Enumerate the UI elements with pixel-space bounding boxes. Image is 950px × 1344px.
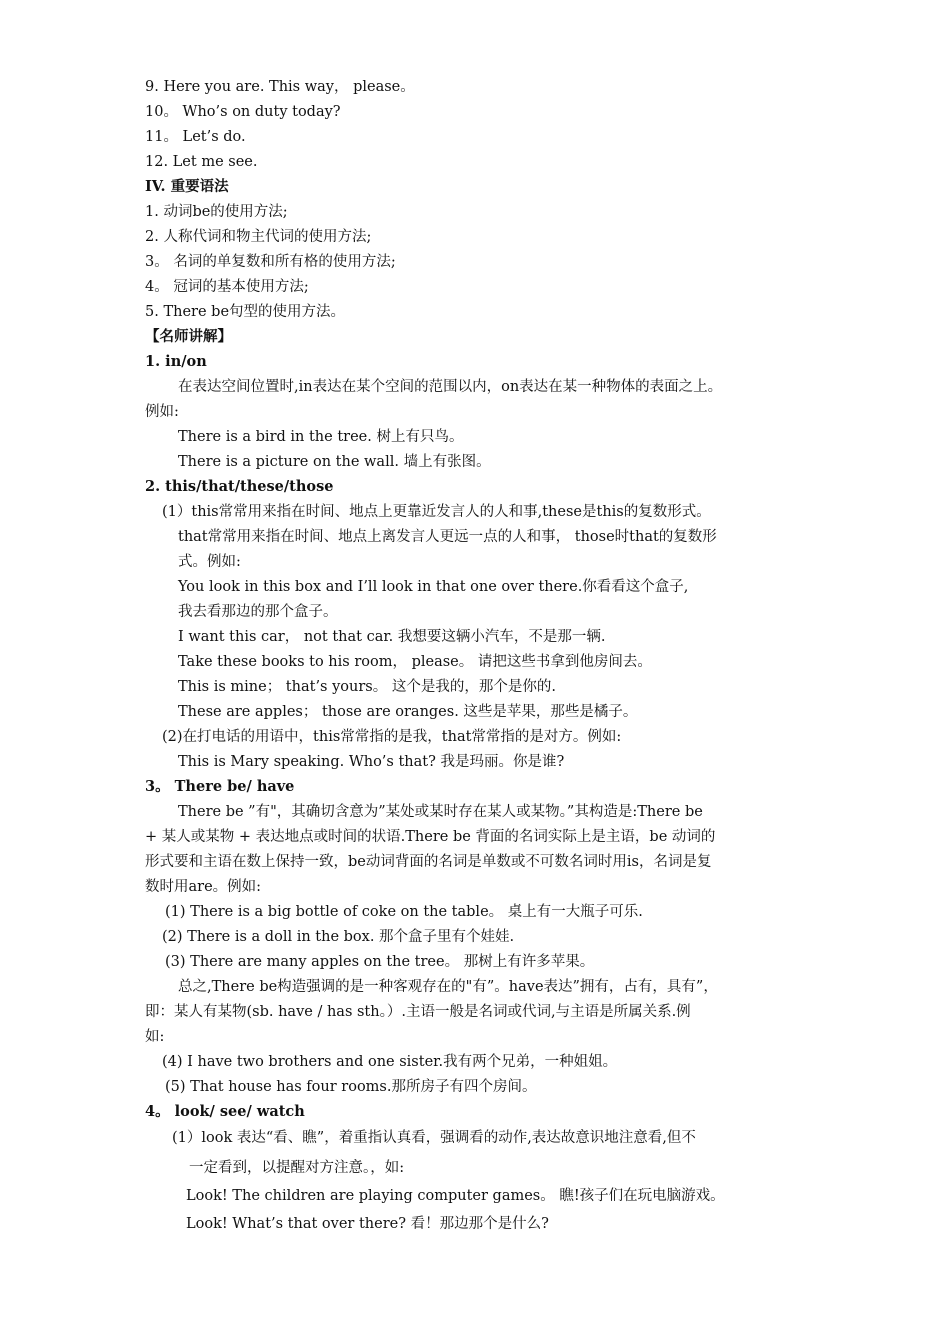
- paragraph-line: 总之,There be构造强调的是一种客观存在的"有”。have表达”拥有，占有，具有”，: [178, 979, 718, 995]
- example-line: (3) There are many apples on the tree。 那树上有许多苹果。: [165, 954, 595, 970]
- example-line: There is a picture on the wall. 墙上有张图。: [178, 454, 491, 470]
- paragraph-line: 如:: [145, 1029, 165, 1045]
- paragraph-line: (1）look 表达“看、瞧”，着重指认真看，强调看的动作,表达故意识地注意看,但不: [172, 1130, 696, 1146]
- paragraph-line: 形式要和主语在数上保持一致，be动词背面的名词是单数或不可数名词时用is，名词是复: [145, 854, 712, 870]
- paragraph-line: (2)在打电话的用语中，this常常指的是我，that常常指的是对方。例如:: [162, 729, 622, 745]
- list-item: 5. There be句型的使用方法。: [145, 304, 346, 320]
- topic-heading: 2. this/that/these/those: [145, 478, 334, 495]
- paragraph-line: 式。例如:: [178, 554, 241, 570]
- paragraph-line: 数时用are。例如:: [145, 879, 262, 895]
- text-line: 10。 Who’s on duty today?: [145, 104, 341, 120]
- example-line: This is mine； that’s yours。 这个是我的，那个是你的.: [178, 679, 556, 695]
- section-heading: 【名师讲解】: [145, 328, 232, 345]
- example-line: (2) There is a doll in the box. 那个盒子里有个娃娃.: [162, 929, 515, 945]
- list-item: 1. 动词be的使用方法;: [145, 204, 288, 220]
- list-item: 4。 冠词的基本使用方法;: [145, 279, 309, 295]
- example-line: (1) There is a big bottle of coke on the table。 桌上有一大瓶子可乐.: [165, 904, 643, 920]
- paragraph-line: (1）this常常用来指在时间、地点上更靠近发言人的人和事,these是this的复数形式。: [162, 504, 711, 520]
- example-line: Look! The children are playing computer games。 瞧!孩子们在玩电脑游戏。: [186, 1188, 725, 1204]
- topic-heading: 3。 There be/ have: [145, 778, 295, 795]
- example-line: 我去看那边的那个盒子。: [178, 604, 338, 620]
- example-line: Take these books to his room， please。 请把这些书拿到他房间去。: [178, 654, 652, 670]
- topic-heading: 4。 look/ see/ watch: [145, 1103, 305, 1120]
- paragraph-line: There be ”有"，其确切含意为”某处或某时存在某人或某物。”其构造是:There be: [178, 804, 703, 820]
- section-heading: IV. 重要语法: [145, 178, 229, 195]
- example-line: (5) That house has four rooms.那所房子有四个房间。: [165, 1079, 537, 1095]
- example-line: There is a bird in the tree. 树上有只鸟。: [178, 429, 464, 445]
- paragraph-line: 例如:: [145, 404, 179, 420]
- paragraph-line: + 某人或某物 + 表达地点或时间的状语.There be 背面的名词实际上是主语，be 动词的: [145, 829, 716, 845]
- paragraph-line: 一定看到，以提醒对方注意。，如:: [189, 1160, 405, 1176]
- list-item: 2. 人称代词和物主代词的使用方法;: [145, 229, 372, 245]
- example-line: These are apples； those are oranges. 这些是苹果，那些是橘子。: [178, 704, 638, 720]
- paragraph-line: that常常用来指在时间、地点上离发言人更远一点的人和事， those时that的复数形: [178, 529, 717, 545]
- example-line: Look! What’s that over there? 看！那边那个是什么?: [186, 1216, 549, 1232]
- example-line: (4) I have two brothers and one sister.我有两个兄弟，一种姐姐。: [162, 1054, 618, 1070]
- text-line: 11。 Let’s do.: [145, 129, 246, 145]
- topic-heading: 1. in/on: [145, 353, 207, 370]
- example-line: You look in this box and I’ll look in that one over there.你看看这个盒子,: [178, 579, 689, 595]
- paragraph-line: 即：某人有某物(sb. have / has sth。）.主语一般是名词或代词,与主语是所属关系.例: [145, 1004, 691, 1020]
- paragraph-line: 在表达空间位置时,in表达在某个空间的范围以内，on表达在某一种物体的表面之上。: [178, 379, 723, 395]
- example-line: This is Mary speaking. Who’s that? 我是玛丽。你是谁?: [178, 754, 565, 770]
- list-item: 3。 名词的单复数和所有格的使用方法;: [145, 254, 396, 270]
- example-line: I want this car， not that car. 我想要这辆小汽车，不是那一辆.: [178, 629, 606, 645]
- text-line: 9. Here you are. This way， please。: [145, 79, 415, 95]
- text-line: 12. Let me see.: [145, 154, 258, 170]
